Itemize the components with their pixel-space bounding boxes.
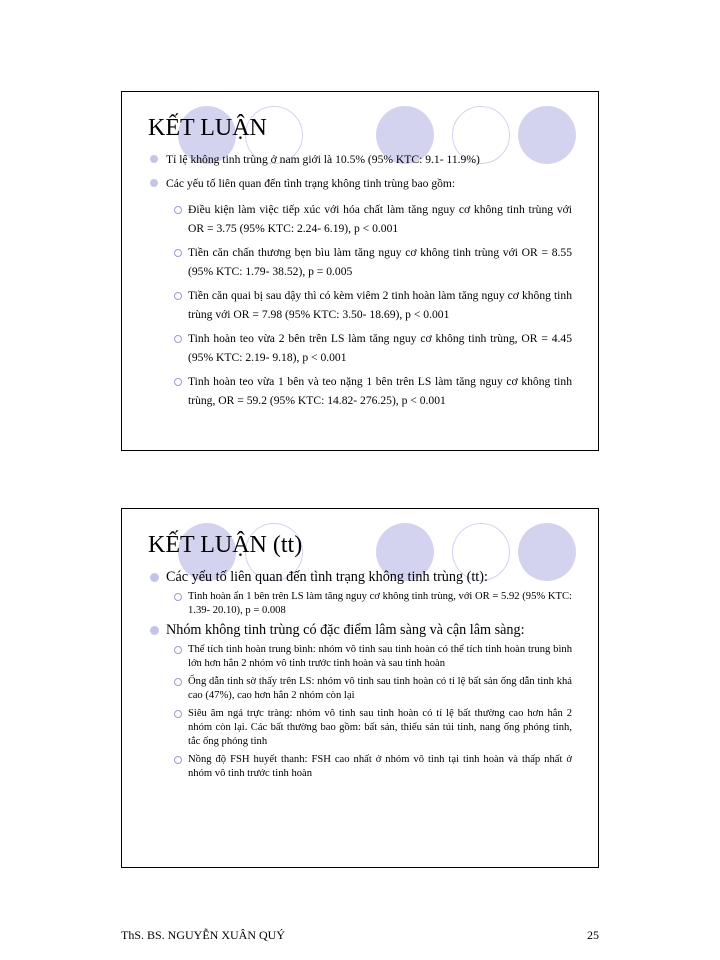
slide-title: KẾT LUẬN [148, 115, 267, 141]
sub-bullet-item: Ống dẫn tinh sờ thấy trên LS: nhóm vô tinh sau tinh hoàn có tỉ lệ bất sản ống dẫn tinh khá cao (47%), cao hơn hẳn 2 nhóm còn lại [146, 675, 572, 703]
slide-2 [121, 508, 599, 868]
slide-title: KẾT LUẬN (tt) [148, 532, 303, 558]
sub-bullet-item: Tiền căn quai bị sau dậy thì có kèm viêm 2 tinh hoàn làm tăng nguy cơ không tinh trùng với OR = 7.98 (95% KTC: 3.50- 18.69), p < 0.001 [146, 286, 572, 324]
sub-bullet-item: Tinh hoàn teo vừa 1 bên và teo nặng 1 bên trên LS làm tăng nguy cơ không tinh trùng, OR = 59.2 (95% KTC: 14.82- 276.25), p < 0.001 [146, 372, 572, 410]
page-number: 25 [587, 928, 599, 942]
sub-bullet-item: Siêu âm ngả trực tràng: nhóm vô tinh sau tinh hoàn có tỉ lệ bất thường cao hơn hẳn 2 nhóm còn lại. Các bất thường bao gồm: bất sản, thiểu sản túi tinh, nang ống phóng tinh, tắc ống phóng tinh [146, 707, 572, 749]
slide-content [146, 152, 572, 415]
bullet-item: Nhóm không tinh trùng có đặc điểm lâm sàng và cận lâm sàng: [146, 622, 572, 639]
sub-bullet-item: Nồng độ FSH huyết thanh: FSH cao nhất ở nhóm vô tinh tại tinh hoàn và thấp nhất ở nhóm vô tinh trước tinh hoàn [146, 753, 572, 781]
slide-content [146, 569, 572, 785]
sub-bullet-item: Thể tích tinh hoàn trung bình: nhóm vô tinh sau tinh hoàn có thể tích tinh hoàn trung bình lớn hơn hẳn 2 nhóm vô tinh trước tinh hoàn và sau tinh hoàn [146, 643, 572, 671]
sub-bullet-item: Điều kiện làm việc tiếp xúc với hóa chất làm tăng nguy cơ không tinh trùng với OR = 3.75 (95% KTC: 2.24- 6.19), p < 0.001 [146, 200, 572, 238]
bullet-item: Các yếu tố liên quan đến tình trạng không tinh trùng (tt): [146, 569, 572, 586]
bullet-item: Tỉ lệ không tinh trùng ở nam giới là 10.5% (95% KTC: 9.1- 11.9%) [146, 152, 572, 167]
bullet-item: Các yếu tố liên quan đến tình trạng không tinh trùng bao gồm: [146, 176, 572, 191]
slide-1 [121, 91, 599, 451]
footer-author: ThS. BS. NGUYỄN XUÂN QUÝ [121, 928, 286, 942]
sub-bullet-item: Tinh hoàn ẩn 1 bên trên LS làm tăng nguy cơ không tinh trùng, với OR = 5.92 (95% KTC: 1.39- 20.10), p = 0.008 [146, 590, 572, 618]
sub-bullet-item: Tinh hoàn teo vừa 2 bên trên LS làm tăng nguy cơ không tinh trùng, OR = 4.45 (95% KTC: 2.19- 9.18), p < 0.001 [146, 329, 572, 367]
sub-bullet-item: Tiền căn chấn thương bẹn bìu làm tăng nguy cơ không tinh trùng với OR = 8.55 (95% KTC: 1.79- 38.52), p = 0.005 [146, 243, 572, 281]
